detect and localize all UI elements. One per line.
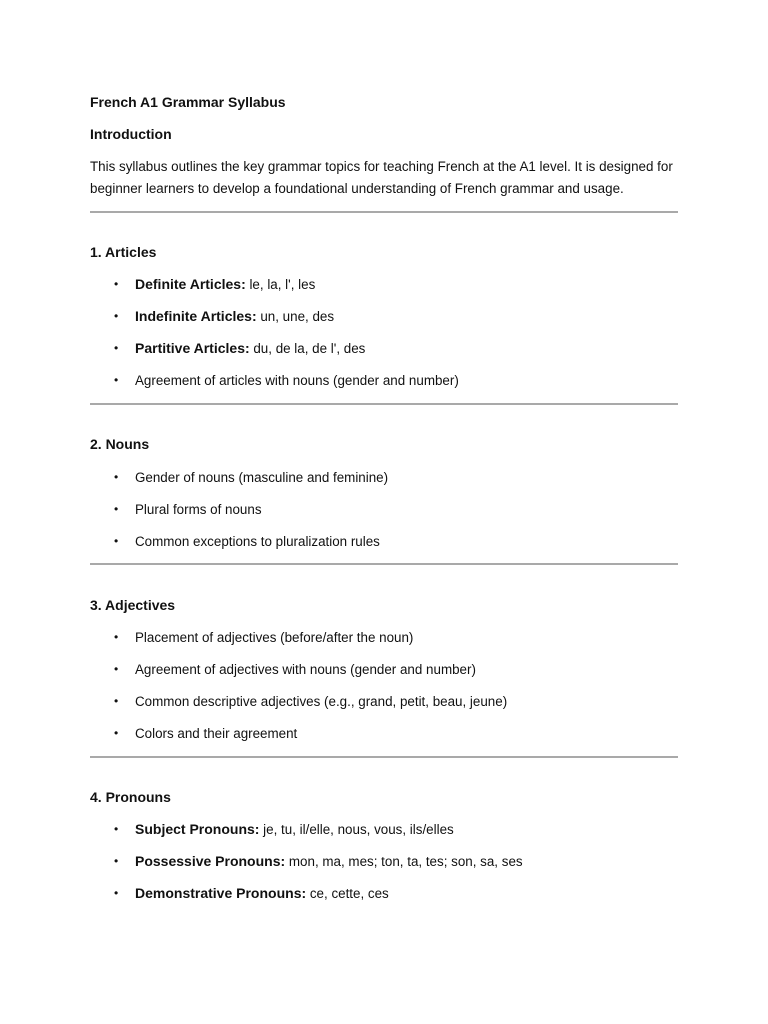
list-item — [90, 274, 678, 306]
list-item — [90, 851, 678, 883]
bullet-icon: • — [114, 694, 119, 708]
item-text: Gender of nouns (masculine and feminine) — [135, 470, 389, 485]
bullet-icon: • — [114, 854, 119, 868]
bullet-icon: • — [114, 309, 119, 323]
item-text: Plural forms of nouns — [135, 502, 262, 517]
item-text: Common exceptions to pluralization rules — [135, 534, 380, 549]
bullet-icon: • — [114, 822, 119, 836]
list-item — [90, 499, 678, 531]
bullet-icon: • — [114, 662, 119, 676]
item-term: Possessive Pronouns: — [135, 853, 286, 869]
bullet-icon: • — [114, 373, 119, 387]
item-text: Agreement of adjectives with nouns (gender and number) — [135, 662, 476, 677]
list-item — [90, 659, 678, 691]
item-term: Demonstrative Pronouns: — [135, 885, 307, 901]
section-heading-pronouns: 4. Pronouns — [90, 789, 171, 805]
section-heading-articles: 1. Articles — [90, 244, 157, 260]
list-item — [90, 691, 678, 723]
item-text: Placement of adjectives (before/after the noun) — [135, 630, 414, 645]
bullet-icon: • — [114, 502, 119, 516]
section-divider — [90, 211, 678, 213]
section-heading-nouns: 2. Nouns — [90, 436, 150, 452]
item-text: Common descriptive adjectives (e.g., grand, petit, beau, jeune) — [135, 694, 508, 709]
document-title: French A1 Grammar Syllabus — [90, 94, 286, 110]
introduction-paragraph: This syllabus outlines the key grammar topics for teaching French at the A1 level. It is designed for beginner learners to develop a foundational understanding of French grammar and usage. — [90, 159, 673, 196]
bullet-icon: • — [114, 341, 119, 355]
list-item — [90, 370, 678, 402]
list-item — [90, 531, 678, 563]
bullet-icon: • — [114, 470, 119, 484]
item-text: je, tu, il/elle, nous, vous, ils/elles — [259, 822, 454, 837]
list-item — [90, 306, 678, 338]
bullet-icon: • — [114, 630, 119, 644]
bullet-icon: • — [114, 277, 119, 291]
item-term: Subject Pronouns: — [135, 821, 260, 837]
item-text: Agreement of articles with nouns (gender and number) — [135, 373, 459, 388]
list-item — [90, 627, 678, 659]
bullet-icon: • — [114, 726, 119, 740]
item-text: le, la, l', les — [245, 277, 316, 292]
item-term: Partitive Articles: — [135, 340, 250, 356]
list-item — [90, 819, 678, 851]
bullet-icon: • — [114, 886, 119, 900]
section-divider — [90, 403, 678, 405]
item-text: Colors and their agreement — [135, 726, 298, 741]
list-item — [90, 338, 678, 370]
item-text: un, une, des — [256, 309, 335, 324]
item-term: Definite Articles: — [135, 276, 246, 292]
section-heading-adjectives: 3. Adjectives — [90, 597, 176, 613]
section-divider — [90, 756, 678, 758]
list-item — [90, 723, 678, 755]
introduction-heading: Introduction — [90, 126, 172, 142]
section-divider — [90, 563, 678, 565]
bullet-icon: • — [114, 534, 119, 548]
section-list-nouns — [90, 467, 678, 563]
section-list-adjectives — [90, 627, 678, 755]
item-text: du, de la, de l', des — [249, 341, 366, 356]
section-list-pronouns — [90, 819, 678, 915]
list-item — [90, 883, 678, 915]
item-text: mon, ma, mes; ton, ta, tes; son, sa, ses — [285, 854, 523, 869]
section-list-articles — [90, 274, 678, 402]
item-term: Indefinite Articles: — [135, 308, 257, 324]
item-text: ce, cette, ces — [306, 886, 389, 901]
list-item — [90, 467, 678, 499]
